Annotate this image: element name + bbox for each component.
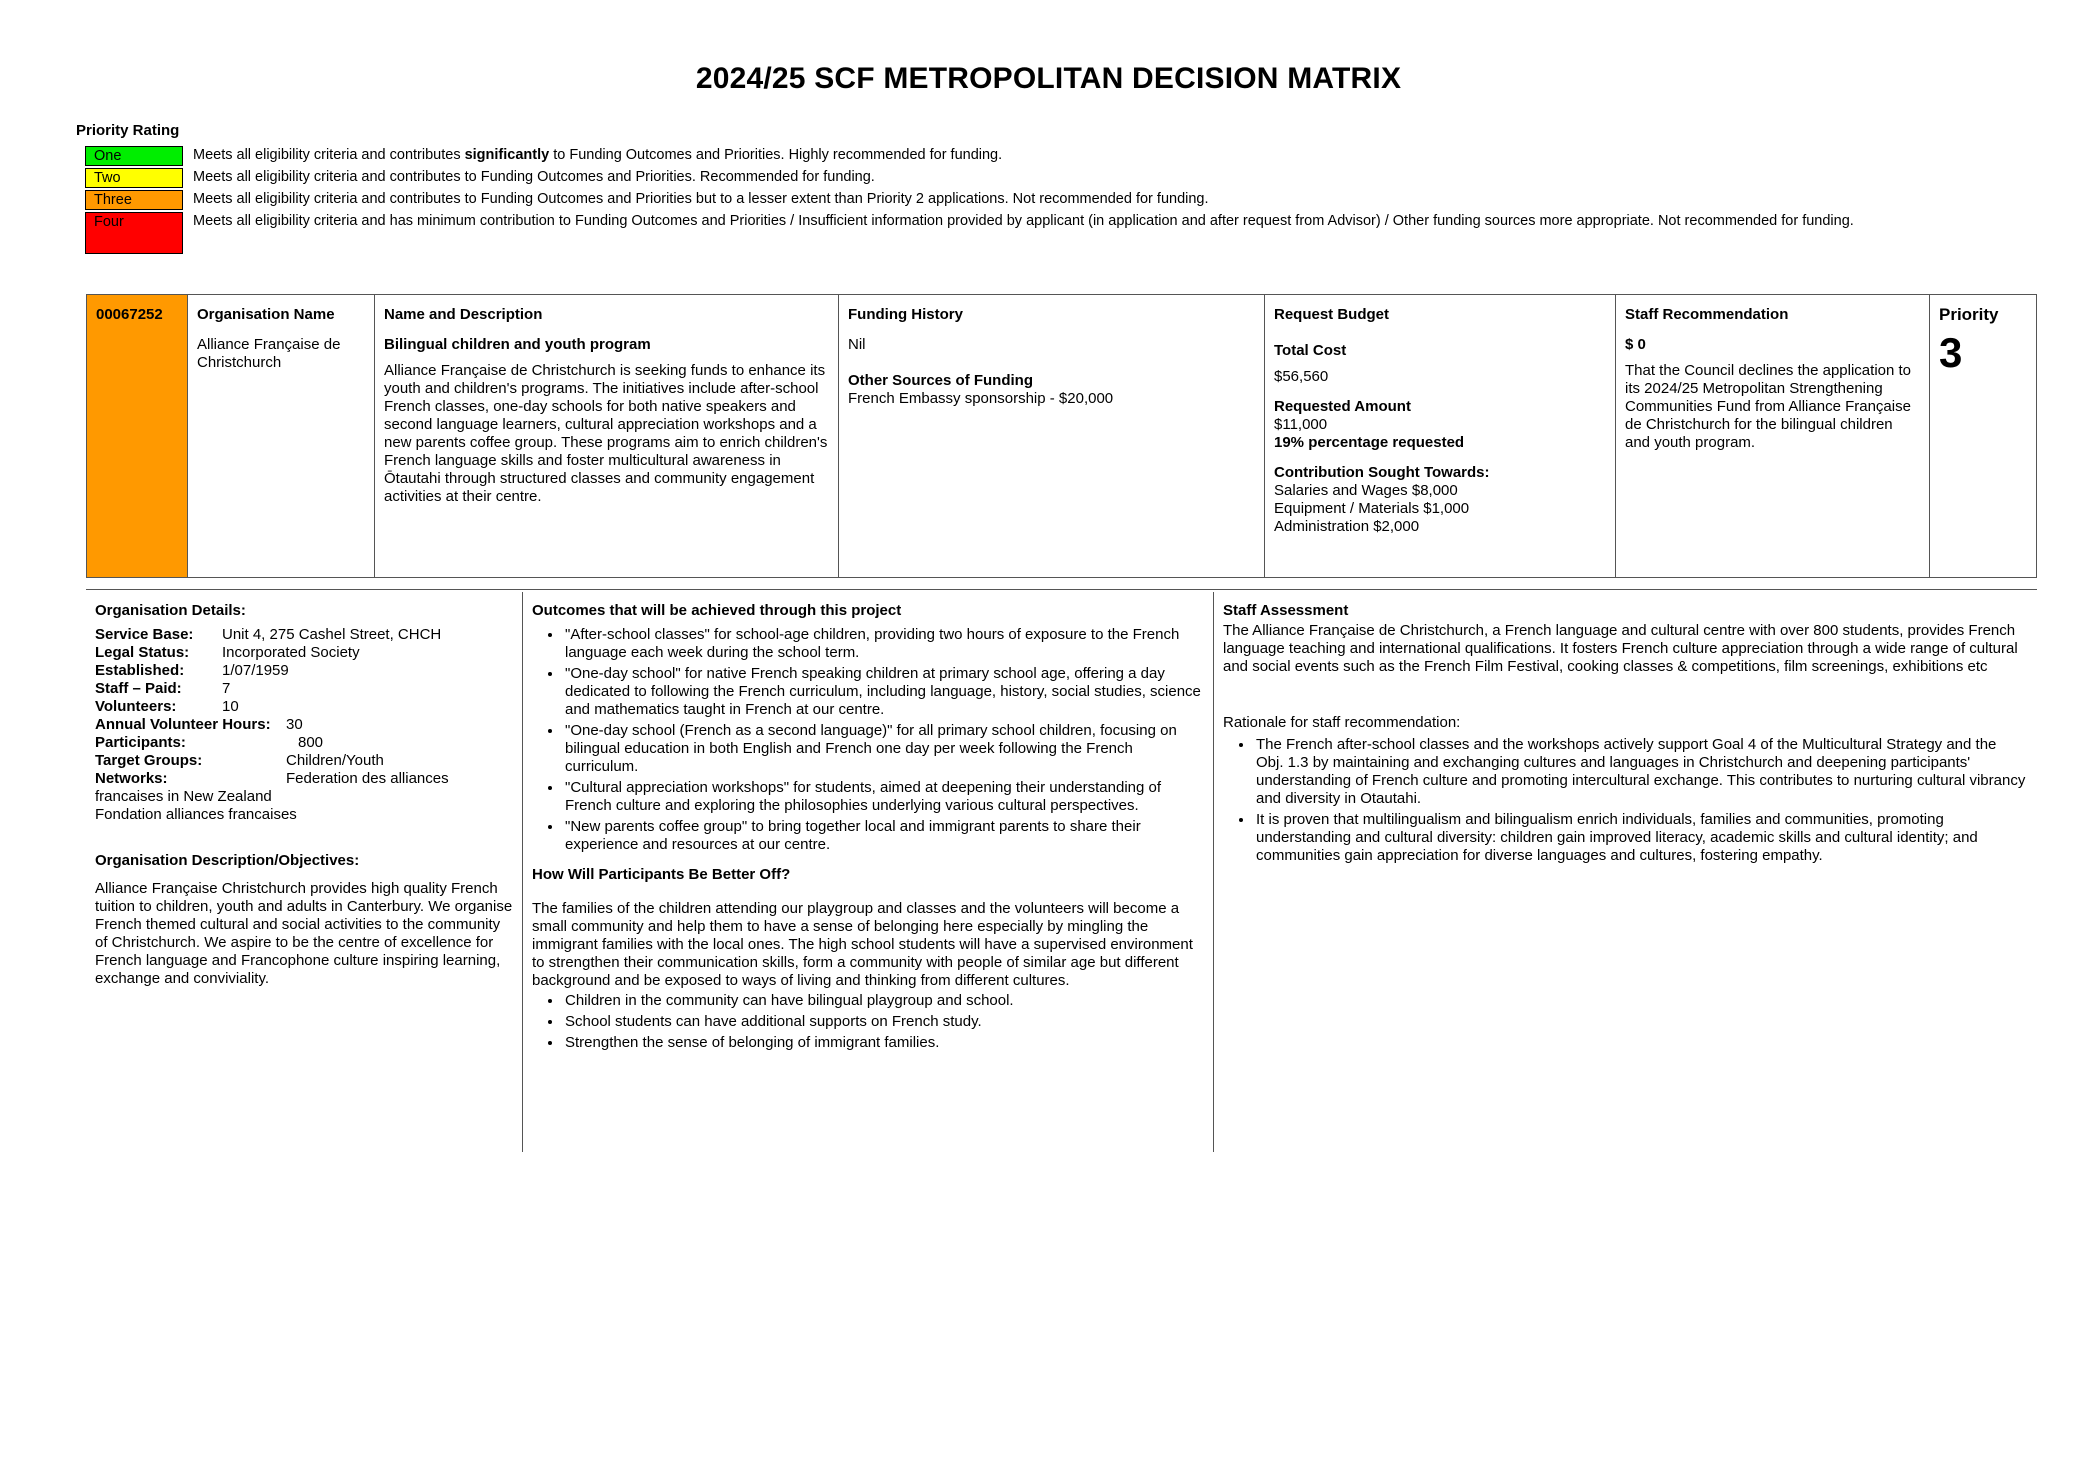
staff-assessment-heading: Staff Assessment	[1223, 602, 1349, 619]
list-item: • "Cultural appreciation workshops" for students, aimed at deepening their understanding of French culture and exploring the philosophies underlying various cultural perspectives.	[563, 779, 1204, 815]
outcomes-column	[523, 592, 1214, 1152]
priority-rating-heading: Priority Rating	[76, 122, 180, 139]
list-item: • School students can have additional supports on French study.	[563, 1013, 1204, 1031]
organisation-description-text: Alliance Française Christchurch provides high quality French tuition to children, youth and adults in Canterbury. We organise French themed cultural and social activities to the community of Christchurch. We aspire to be the centre of excellence for French language and Francophone culture inspiring learning, exchange and conviviality.	[95, 880, 513, 987]
detail-networks-cont: Fondation alliances francaises	[95, 806, 297, 823]
list-item: • "One-day school" for native French speaking children at primary school age, offering a day dedicated to following the French curriculum, including language, history, social studies, science and mathematics taught in French at our centre.	[563, 665, 1204, 719]
organisation-name-header: Organisation Name	[197, 306, 335, 323]
priority-swatch-three: Three	[85, 190, 183, 210]
priority-value: 3	[1939, 329, 1963, 376]
requested-amount-value: $11,000	[1274, 416, 1328, 433]
staff-assessment-text: The Alliance Française de Christchurch, a French language and cultural centre with over 800 students, provides French language teaching and international qualifications. It fosters French culture appreciation through a wide range of cultural and social events such as the French Film Festival, cooking classes & competitions, film screenings, exhibitions etc	[1223, 622, 2018, 675]
list-item: • Strengthen the sense of belonging of immigrant families.	[563, 1034, 1204, 1052]
legend-text-two: Meets all eligibility criteria and contributes to Funding Outcomes and Priorities. Recommended for funding.	[193, 169, 875, 185]
organisation-details-heading: Organisation Details:	[95, 602, 246, 619]
rationale-list	[1223, 736, 2028, 865]
priority-cell	[1930, 295, 2036, 577]
requested-amount-label: Requested Amount	[1274, 398, 1411, 415]
total-cost-label: Total Cost	[1274, 342, 1347, 359]
list-item: • The French after-school classes and the workshops actively support Goal 4 of the Multicultural Strategy and the Obj. 1.3 by maintaining and exchanging cultures and languages in Christchurch and deepening participants' understanding of French culture and promoting intercultural exchange. This contributes to nurturing cultural vibrancy and diversity in Otautahi.	[1254, 736, 2028, 808]
request-budget-header: Request Budget	[1274, 306, 1390, 323]
priority-swatch-four: Four	[85, 212, 183, 254]
organisation-details-column	[86, 592, 523, 1152]
priority-header: Priority	[1939, 305, 1999, 324]
priority-swatch-one: One	[85, 146, 183, 166]
detail-staff-paid: Staff – Paid: 7	[95, 680, 231, 697]
details-section	[86, 592, 2037, 1152]
detail-target-groups: Target Groups: Children/Youth	[95, 752, 384, 769]
detail-established: Established: 1/07/1959	[95, 662, 289, 679]
better-off-list	[532, 992, 1204, 1052]
better-off-heading: How Will Participants Be Better Off?	[532, 866, 791, 883]
list-item: • "After-school classes" for school-age children, providing two hours of exposure to the French language each week during the school term.	[563, 626, 1204, 662]
contribution-label: Contribution Sought Towards:	[1274, 464, 1490, 481]
funding-history-cell	[839, 295, 1265, 577]
application-id: 00067252	[87, 295, 188, 577]
organisation-description-heading: Organisation Description/Objectives:	[95, 852, 360, 869]
detail-participants: Participants: 800	[95, 734, 324, 751]
list-item: • "New parents coffee group" to bring together local and immigrant parents to share their experience and resources at our centre.	[563, 818, 1204, 854]
organisation-name-cell	[188, 295, 375, 577]
better-off-text: The families of the children attending our playgroup and classes and the volunteers will become a small community and help them to have a sense of belonging here especially by mingling the immigrant families with the local ones. The high school students will have a supervised environment to strengthen their communication skills, form a community with people of similar age but different background and be exposed to ways of living and thinking from different cultures.	[532, 900, 1193, 989]
project-description: Alliance Française de Christchurch is seeking funds to enhance its youth and children's programs. The initiatives include after-school French classes, one-day schools for both native speakers and second language learners, cultural appreciation workshops and a new parents coffee group. These programs aim to enrich children's French language skills and foster multicultural awareness in Ōtautahi through structured classes and community engagement activities at their centre.	[384, 362, 828, 505]
funding-history-value: Nil	[848, 336, 866, 353]
total-cost-value: $56,560	[1274, 368, 1329, 385]
detail-networks-cont: francaises in New Zealand	[95, 788, 272, 805]
legend-text-four: Meets all eligibility criteria and has minimum contribution to Funding Outcomes and Priorities / Insufficient information provided by applicant (in application and after request from Advisor) / Other funding sources more appropriate. Not recommended for funding.	[193, 213, 1854, 229]
organisation-name: Alliance Française de Christchurch	[197, 336, 341, 371]
legend-row-two	[85, 168, 1985, 188]
staff-recommendation-cell	[1616, 295, 1930, 577]
detail-volunteer-hours: Annual Volunteer Hours: 30	[95, 716, 303, 733]
staff-recommendation-amount: $ 0	[1625, 336, 1646, 353]
other-sources-value: French Embassy sponsorship - $20,000	[848, 390, 1114, 407]
list-item: • "One-day school (French as a second language)" for all primary school children, focusing on bilingual education in both English and French one day per week following the French curriculum.	[563, 722, 1204, 776]
funding-history-header: Funding History	[848, 306, 963, 323]
other-sources-label: Other Sources of Funding	[848, 372, 1034, 389]
list-item: • It is proven that multilingualism and bilingualism enrich individuals, families and communities, promoting understanding and cultural diversity: children gain improved literacy, academic skills and cultural identity; and communities gain appreciation for diverse languages and cultures, fostering empathy.	[1254, 811, 2028, 865]
legend-row-three	[85, 190, 1985, 210]
priority-swatch-two: Two	[85, 168, 183, 188]
staff-assessment-column	[1214, 592, 2037, 1152]
legend-text-one: Meets all eligibility criteria and contributes significantly to Funding Outcomes and Priorities. Highly recommended for funding.	[193, 147, 1003, 163]
list-item: • Children in the community can have bilingual playgroup and school.	[563, 992, 1204, 1010]
section-divider	[86, 589, 2037, 590]
contribution-item: Salaries and Wages $8,000	[1274, 482, 1458, 499]
detail-legal-status: Legal Status: Incorporated Society	[95, 644, 360, 661]
priority-legend	[85, 146, 1985, 256]
staff-recommendation-text: That the Council declines the application to its 2024/25 Metropolitan Strengthening Communities Fund from Alliance Française de Christchurch for the bilingual children and youth program.	[1625, 362, 1912, 451]
rationale-heading: Rationale for staff recommendation:	[1223, 714, 1461, 731]
detail-service-base: Service Base: Unit 4, 275 Cashel Street, CHCH	[95, 626, 442, 643]
name-description-header: Name and Description	[384, 306, 543, 323]
outcomes-heading: Outcomes that will be achieved through this project	[532, 602, 902, 619]
project-name: Bilingual children and youth program	[384, 336, 651, 353]
detail-volunteers: Volunteers: 10	[95, 698, 239, 715]
application-matrix	[86, 294, 2037, 578]
legend-text-three: Meets all eligibility criteria and contributes to Funding Outcomes and Priorities but to a lesser extent than Priority 2 applications. Not recommended for funding.	[193, 191, 1209, 207]
contribution-item: Administration $2,000	[1274, 518, 1420, 535]
staff-recommendation-header: Staff Recommendation	[1625, 306, 1789, 323]
contribution-item: Equipment / Materials $1,000	[1274, 500, 1470, 517]
name-description-cell	[375, 295, 839, 577]
detail-networks: Networks: Federation des alliances	[95, 770, 449, 787]
page-title: 2024/25 SCF METROPOLITAN DECISION MATRIX	[695, 62, 1402, 95]
legend-row-four	[85, 212, 1985, 254]
percentage-requested: 19% percentage requested	[1274, 434, 1465, 451]
request-budget-cell	[1265, 295, 1616, 577]
outcomes-list	[532, 626, 1204, 854]
legend-row-one	[85, 146, 1985, 166]
